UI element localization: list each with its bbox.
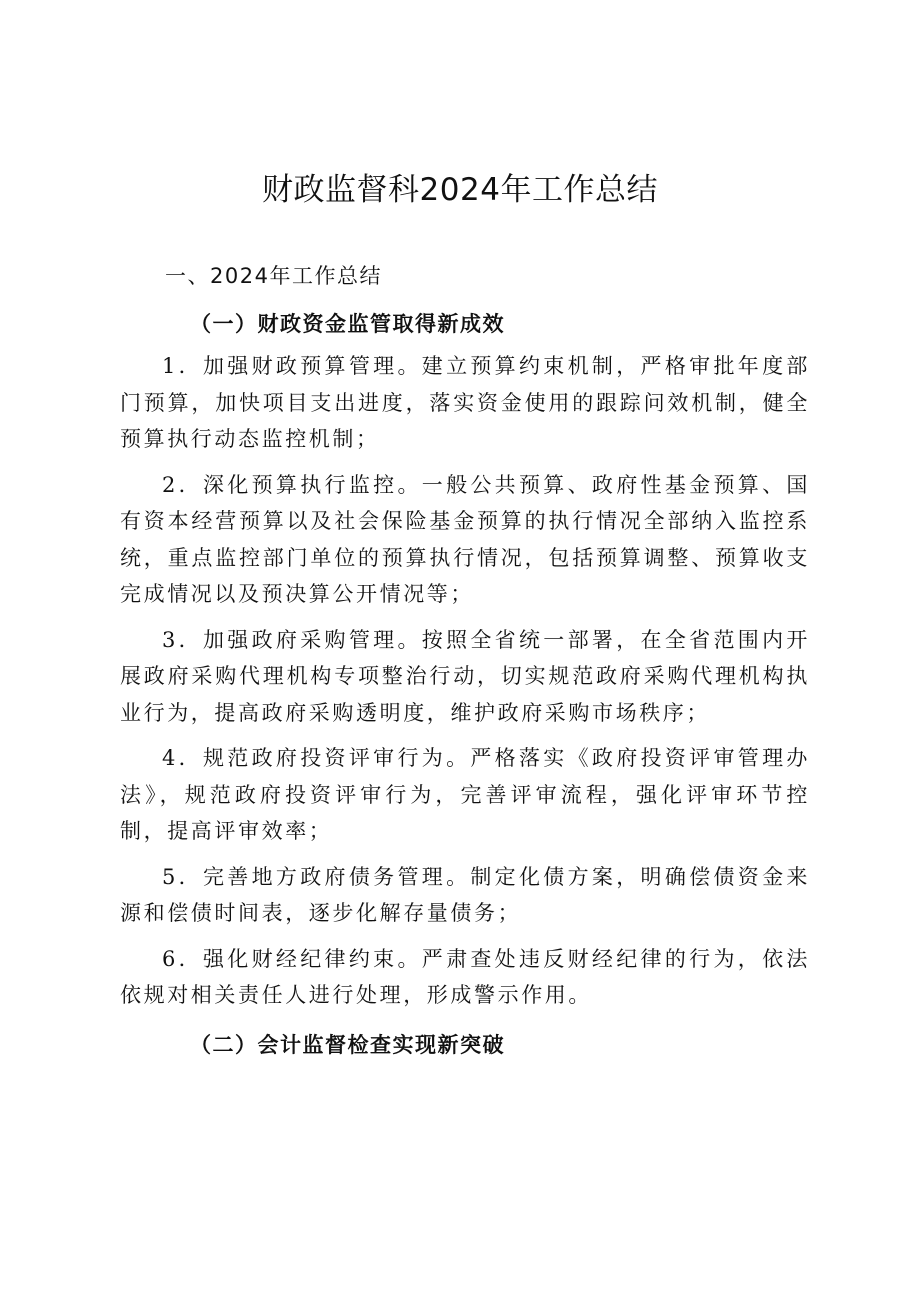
paragraph-5: 5．完善地方政府债务管理。制定化债方案，明确偿债资金来源和偿债时间表，逐步化解存量债务； — [120, 864, 810, 925]
paragraph-4: 4．规范政府投资评审行为。严格落实《政府投资评审管理办法》，规范政府投资评审行为，完善评审流程，强化评审环节控制，提高评审效率； — [120, 746, 810, 843]
subsection-heading-1: （一）财政资金监管取得新成效 — [190, 311, 505, 336]
document-body — [120, 259, 810, 1062]
subsection-heading-2: （二）会计监督检查实现新突破 — [190, 1031, 505, 1057]
paragraph-2: 2．深化预算执行监控。一般公共预算、政府性基金预算、国有资本经营预算以及社会保险基金预算的执行情况全部纳入监控系统，重点监控部门单位的预算执行情况，包括预算调整、预算收支完成情况以及预决算公开情况等； — [120, 472, 810, 606]
paragraph-3: 3．加强政府采购管理。按照全省统一部署，在全省范围内开展政府采购代理机构专项整治行动，切实规范政府采购代理机构执业行为，提高政府采购透明度，维护政府采购市场秩序； — [120, 627, 810, 725]
paragraph-1: 1．加强财政预算管理。建立预算约束机制，严格审批年度部门预算，加快项目支出进度，落实资金使用的跟踪问效机制，健全预算执行动态监控机制； — [120, 354, 810, 451]
paragraph-6: 6．强化财经纪律约束。严肃查处违反财经纪律的行为，依法依规对相关责任人进行处理，形成警示作用。 — [120, 946, 810, 1007]
section-heading-1: 一、2024年工作总结 — [165, 264, 382, 288]
document-title: 财政监督科2024年工作总结 — [262, 172, 658, 208]
